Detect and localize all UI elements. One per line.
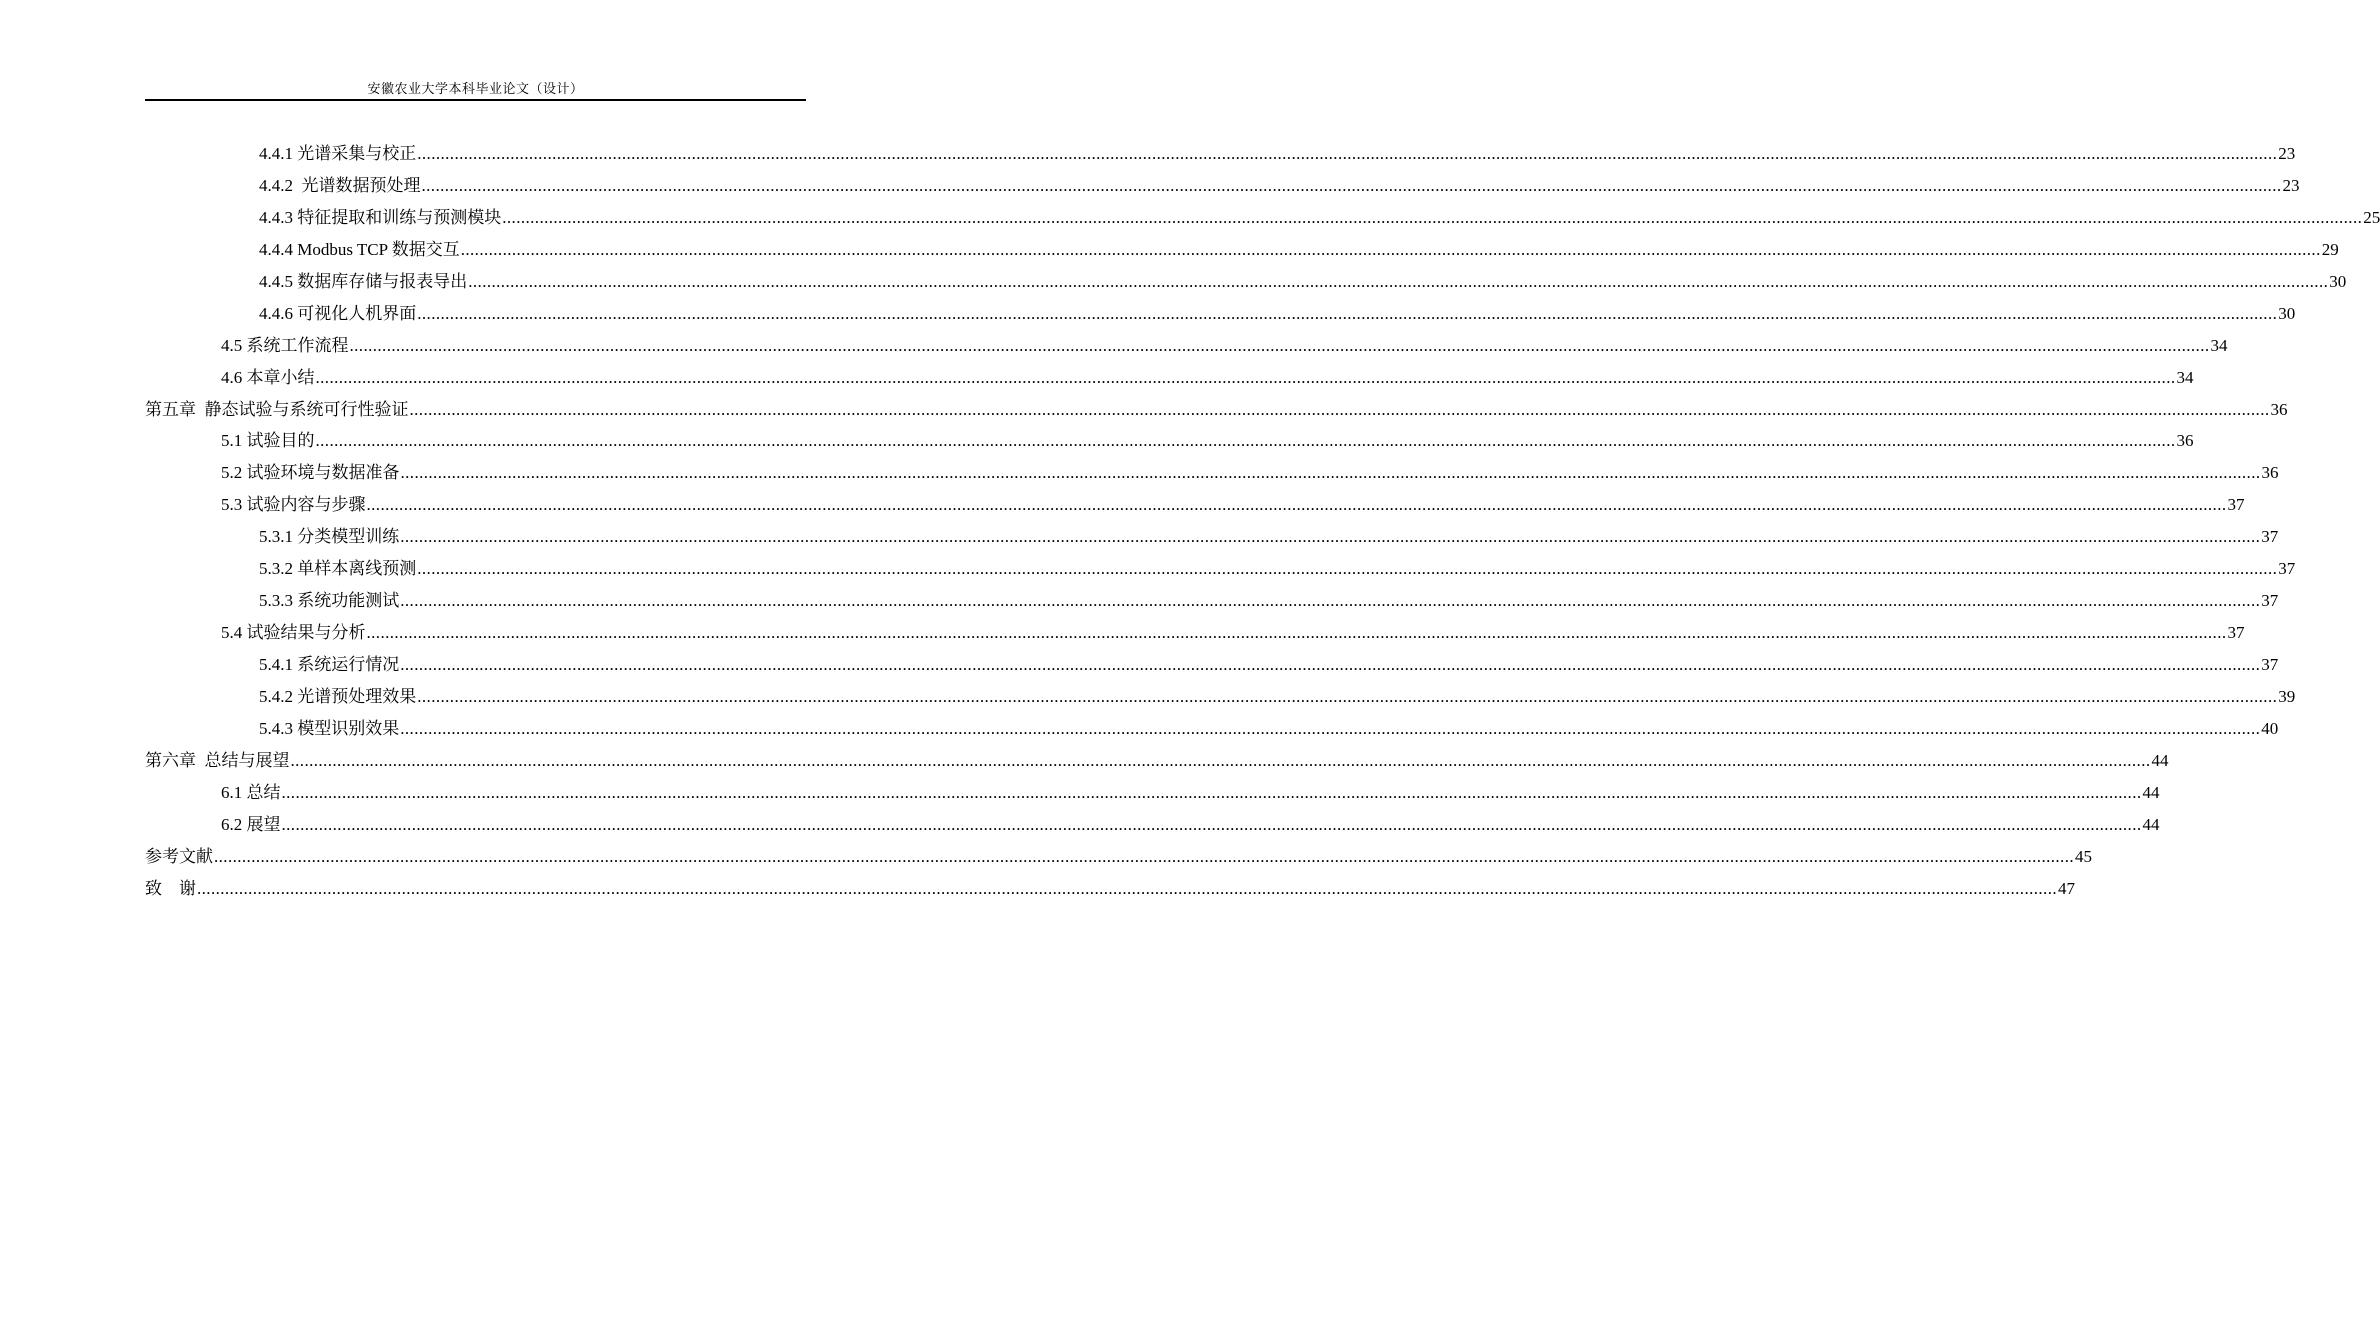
toc-entry-title: 5.1 试验目的 [221,431,315,451]
toc-dot-leader: ................................................................................................................................................................................................................................................................................................................................................................................................................ [502,207,2363,227]
toc-entry-page-number: 36 [2176,431,2194,451]
toc-entry[interactable] [145,330,2228,362]
toc-dot-leader: ................................................................................................................................................................................................................................................................................................................................................................................................................ [460,239,2321,259]
toc-dot-leader: ................................................................................................................................................................................................................................................................................................................................................................................................................ [417,686,2278,706]
toc-entry-title: 6.1 总结 [221,782,281,802]
toc-entry[interactable] [145,521,2279,553]
toc-dot-leader: ................................................................................................................................................................................................................................................................................................................................................................................................................ [400,655,2261,674]
toc-entry-page-number: 36 [2261,463,2279,483]
toc-entry[interactable] [145,170,2300,202]
toc-dot-leader: ................................................................................................................................................................................................................................................................................................................................................................................................................ [290,750,2151,770]
toc-entry-page-number: 39 [2278,686,2296,706]
toc-entry-page-number: 47 [2058,878,2075,898]
toc-entry-page-number: 23 [2278,144,2296,163]
toc-entry[interactable] [145,266,2347,298]
toc-entry[interactable] [145,457,2279,489]
toc-entry[interactable] [145,489,2245,521]
toc-entry-page-number: 44 [2142,782,2160,802]
toc-entry-title: 参考文献 [145,846,213,866]
toc-entry-page-number: 34 [2210,335,2228,355]
toc-entry[interactable] [145,362,2194,394]
toc-entry[interactable] [145,745,2169,777]
toc-entry[interactable] [145,873,2075,905]
toc-dot-leader: ................................................................................................................................................................................................................................................................................................................................................................................................................ [400,527,2261,547]
toc-dot-leader: ................................................................................................................................................................................................................................................................................................................................................................................................................ [281,814,2142,834]
toc-dot-leader: ................................................................................................................................................................................................................................................................................................................................................................................................................ [197,878,2057,898]
toc-entry-title: 4.4.4 Modbus TCP 数据交互 [259,239,460,259]
toc-entry-page-number: 37 [2227,623,2245,643]
toc-entry-page-number: 37 [2261,591,2279,611]
toc-entry-title: 5.2 试验环境与数据准备 [221,463,400,483]
toc-entry-page-number: 30 [2329,271,2347,291]
toc-entry[interactable] [145,138,2296,170]
toc-entry[interactable] [145,298,2296,330]
toc-entry-title: 5.3.1 分类模型训练 [259,527,400,547]
toc-entry-page-number: 37 [2261,655,2279,674]
toc-dot-leader: ................................................................................................................................................................................................................................................................................................................................................................................................................ [315,431,2176,451]
toc-dot-leader: ................................................................................................................................................................................................................................................................................................................................................................................................................ [417,144,2278,163]
toc-entry-page-number: 36 [2270,399,2288,419]
toc-entry-page-number: 37 [2261,527,2279,547]
toc-dot-leader: ................................................................................................................................................................................................................................................................................................................................................................................................................ [468,271,2329,291]
toc-entry-title: 5.4.3 模型识别效果 [259,718,400,738]
toc-entry[interactable] [145,617,2245,649]
toc-entry-page-number: 29 [2321,239,2339,259]
toc-entry[interactable] [145,713,2279,745]
toc-entry-title: 4.4.6 可视化人机界面 [259,303,417,323]
toc-entry[interactable] [145,681,2296,713]
toc-dot-leader: ................................................................................................................................................................................................................................................................................................................................................................................................................ [214,846,2074,866]
toc-entry-title: 5.4.2 光谱预处理效果 [259,686,417,706]
toc-entry[interactable] [145,553,2296,585]
toc-entry-title: 4.4.1 光谱采集与校正 [259,144,417,163]
toc-dot-leader: ................................................................................................................................................................................................................................................................................................................................................................................................................ [417,303,2278,323]
toc-entry-title: 4.4.2 光谱数据预处理 [259,175,421,195]
toc-entry-page-number: 37 [2278,559,2296,579]
toc-dot-leader: ................................................................................................................................................................................................................................................................................................................................................................................................................ [315,367,2176,387]
toc-entry-title: 5.4 试验结果与分析 [221,623,366,643]
toc-entry-title: 4.4.5 数据库存储与报表导出 [259,271,468,291]
toc-dot-leader: ................................................................................................................................................................................................................................................................................................................................................................................................................ [366,623,2227,643]
toc-entry-page-number: 44 [2151,750,2169,770]
toc-dot-leader: ................................................................................................................................................................................................................................................................................................................................................................................................................ [421,175,2282,195]
toc-dot-leader: ................................................................................................................................................................................................................................................................................................................................................................................................................ [400,718,2261,738]
toc-dot-leader: ................................................................................................................................................................................................................................................................................................................................................................................................................ [417,559,2278,579]
toc-entry[interactable] [145,809,2160,841]
toc-dot-leader: ................................................................................................................................................................................................................................................................................................................................................................................................................ [366,495,2227,515]
toc-entry-page-number: 45 [2075,846,2092,866]
toc-entry-title: 第六章 总结与展望 [145,750,290,770]
toc-entry-title: 致 谢 [145,878,196,898]
toc-entry[interactable] [145,585,2279,617]
toc-dot-leader: ................................................................................................................................................................................................................................................................................................................................................................................................................ [400,463,2261,483]
toc-entry-title: 4.4.3 特征提取和训练与预测模块 [259,207,502,227]
toc-entry-title: 5.3 试验内容与步骤 [221,495,366,515]
toc-entry-page-number: 30 [2278,303,2296,323]
toc-dot-leader: ................................................................................................................................................................................................................................................................................................................................................................................................................ [349,335,2210,355]
toc-entry-title: 5.4.1 系统运行情况 [259,655,400,674]
toc-entry[interactable] [145,841,2092,873]
toc-entry-title: 4.5 系统工作流程 [221,335,349,355]
toc-entry[interactable] [145,777,2160,809]
toc-dot-leader: ................................................................................................................................................................................................................................................................................................................................................................................................................ [400,591,2261,611]
toc-dot-leader: ................................................................................................................................................................................................................................................................................................................................................................................................................ [409,399,2270,419]
toc-entry-title: 5.3.2 单样本离线预测 [259,559,417,579]
toc-entry[interactable] [145,425,2194,457]
toc-entry-page-number: 37 [2227,495,2245,515]
toc-entry-page-number: 25 [2363,207,2380,227]
toc-entry-title: 4.6 本章小结 [221,367,315,387]
table-of-contents [145,138,2380,905]
toc-entry-page-number: 40 [2261,718,2279,738]
toc-entry-title: 5.3.3 系统功能测试 [259,591,400,611]
toc-entry-title: 6.2 展望 [221,814,281,834]
toc-entry[interactable] [145,234,2339,266]
toc-entry-title: 第五章 静态试验与系统可行性验证 [145,399,409,419]
toc-entry[interactable] [145,649,2279,681]
toc-entry-page-number: 34 [2176,367,2194,387]
toc-entry-page-number: 23 [2282,175,2300,195]
toc-entry[interactable] [145,394,2288,426]
toc-entry-page-number: 44 [2142,814,2160,834]
header-divider [145,99,806,101]
page-header-title: 安徽农业大学本科毕业论文（设计） [367,81,584,96]
toc-dot-leader: ................................................................................................................................................................................................................................................................................................................................................................................................................ [281,782,2142,802]
toc-entry[interactable] [145,202,2380,234]
